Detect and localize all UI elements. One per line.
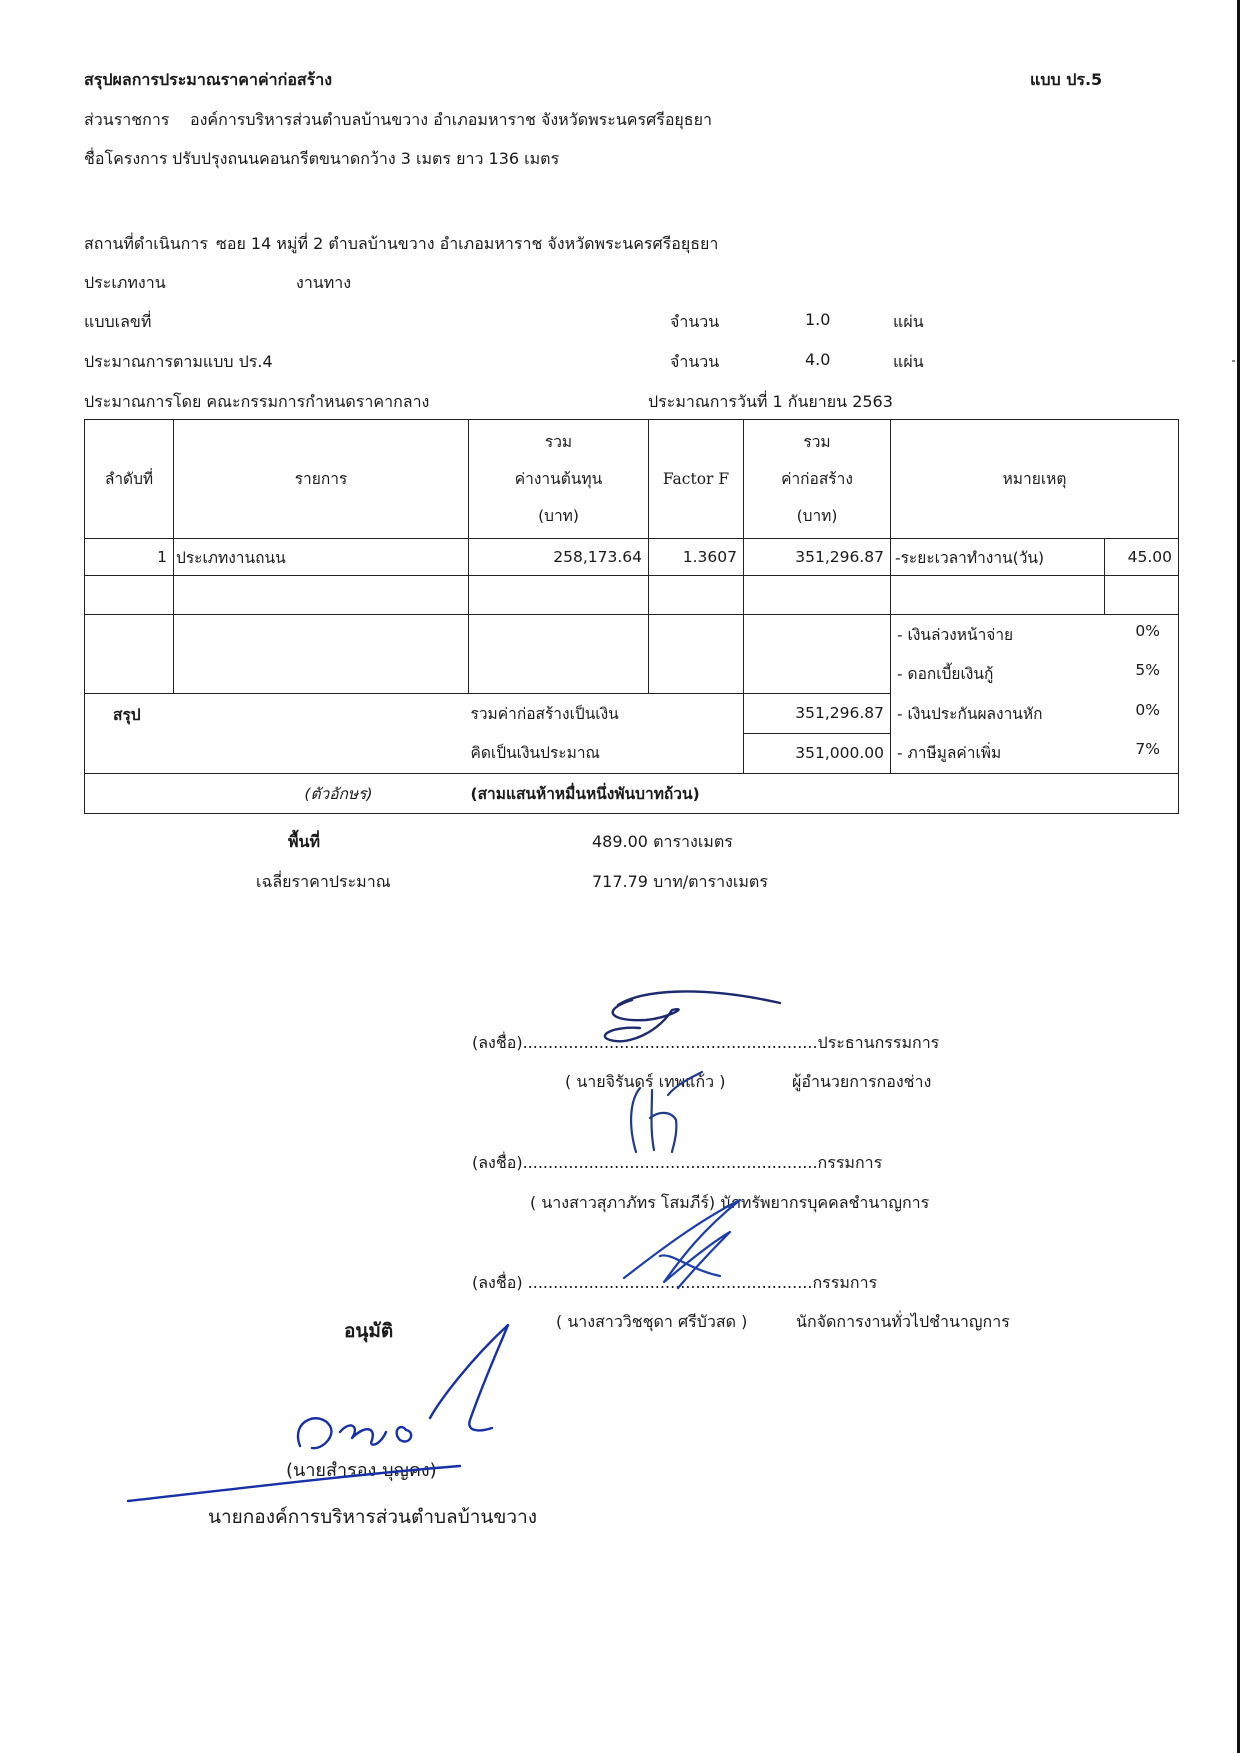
table-row [85, 539, 1179, 576]
remark-advance-label: - เงินล่วงหน้าจ่าย [897, 626, 1014, 644]
approve-label: อนุมัติ [344, 1320, 394, 1342]
words-row [85, 773, 1179, 813]
row-build: 351,296.87 [744, 539, 891, 576]
estimator-line: ประมาณการโดย คณะกรรมการกำหนดราคากลาง [84, 392, 430, 411]
worktype-value: งานทาง [296, 273, 352, 292]
drawing-qty: 1.0 [805, 310, 831, 329]
header-cost-line3: (บาท) [538, 506, 579, 525]
row-remark: -ระยะเวลาทำงาน(วัน) [891, 539, 1105, 576]
remark-advance-value: 0% [1135, 622, 1160, 640]
cost-summary-table [84, 419, 1179, 814]
total-value: 351,296.87 [744, 693, 891, 733]
approver-name: (นายสำรอง บุญคง) [286, 1460, 437, 1481]
document-title: สรุปผลการประมาณราคาค่าก่อสร้าง [84, 70, 333, 89]
header-seq: ลำดับที่ [85, 420, 174, 539]
remark-retention-label: - เงินประกันผลงานหัก [897, 704, 1043, 723]
area-label: พื้นที่ [288, 832, 321, 851]
header-cost-line1: รวม [544, 432, 573, 451]
pr4-unit: แผ่น [893, 352, 924, 371]
row-item: ประเภทงานถนน [174, 539, 469, 576]
remark-vat-value: 7% [1135, 740, 1160, 759]
header-build-line3: (บาท) [796, 506, 838, 525]
sign2-name: ( นางสาวสุภาภัทร โสมภีร์) นักทรัพยากรบุคคลชำนาญการ [530, 1193, 930, 1212]
avg-value: 717.79 บาท/ตารางเมตร [592, 872, 768, 891]
location-value: ซอย 14 หมู่ที่ 2 ตำบลบ้านขวาง อำเภอมหาราช จังหวัดพระนครศรีอยุธยา [216, 234, 719, 253]
form-code: แบบ ปร.5 [1030, 70, 1103, 89]
header-item: รายการ [174, 420, 469, 539]
total-label: รวมค่าก่อสร้างเป็นเงิน [469, 693, 744, 733]
row-factor: 1.3607 [649, 539, 744, 576]
table-row-empty [85, 576, 1179, 615]
avg-label: เฉลี่ยราคาประมาณ [256, 872, 391, 891]
summary-total-row [85, 693, 1179, 733]
location-label: สถานที่ดำเนินการ [84, 234, 208, 253]
table-row-blank [85, 615, 1179, 655]
remark-retention [891, 693, 1179, 733]
row-seq: 1 [85, 539, 174, 576]
drawing-label: แบบเลขที่ [84, 312, 152, 331]
area-value: 489.00 ตารางเมตร [592, 832, 733, 851]
sign3-name: ( นางสาววิชชุดา ศรีบัวสด ) [556, 1312, 748, 1331]
agency-value: องค์การบริหารส่วนตำบลบ้านขวาง อำเภอมหาราช จังหวัดพระนครศรีอยุธยา [190, 110, 712, 129]
sign2-line: (ลงชื่อ)..........................................................กรรมการ [472, 1153, 883, 1172]
words-value: (สามแสนห้าหมื่นหนึ่งพันบาทถ้วน) [469, 773, 1179, 813]
project-value: ปรับปรุงถนนคอนกรีตขนาดกว้าง 3 เมตร ยาว 136 เมตร [172, 149, 560, 168]
estimate-date: ประมาณการวันที่ 1 กันยายน 2563 [648, 392, 893, 411]
worktype-label: ประเภทงาน [84, 273, 166, 292]
remark-retention-value: 0% [1135, 700, 1160, 719]
header-build-line1: รวม [803, 432, 831, 451]
remark-interest-label: - ดอกเบี้ยเงินกู้ [897, 665, 994, 683]
drawing-qty-label: จำนวน [670, 312, 720, 331]
remark-interest-value: 5% [1135, 661, 1160, 679]
remark-interest [891, 654, 1179, 693]
header-cost [469, 420, 649, 539]
remark-vat [891, 733, 1179, 773]
header-factor: Factor F [649, 420, 744, 539]
sign1-position: ผู้อำนวยการกองช่าง [792, 1072, 932, 1091]
approx-label: คิดเป็นเงินประมาณ [469, 733, 744, 773]
header-build-line2: ค่าก่อสร้าง [781, 469, 853, 488]
sign3-position: นักจัดการงานทั่วไปชำนาญการ [796, 1312, 1010, 1331]
sign1-name: ( นายจิรันดร์ เทพแก้ว ) [565, 1072, 726, 1091]
scan-speck [1232, 360, 1235, 362]
row-cost: 258,173.64 [469, 539, 649, 576]
pr4-qty-label: จำนวน [670, 352, 720, 371]
words-label: (ตัวอักษร) [85, 773, 469, 813]
approver-position: นายกองค์การบริหารส่วนตำบลบ้านขวาง [208, 1506, 538, 1528]
remark-advance [891, 615, 1179, 655]
header-build [744, 420, 891, 539]
row-remark-value: 45.00 [1105, 539, 1179, 576]
drawing-unit: แผ่น [893, 312, 924, 331]
pr4-label: ประมาณการตามแบบ ปร.4 [84, 352, 273, 371]
sign3-line: (ลงชื่อ) ........................................................กรรมการ [472, 1273, 878, 1292]
table-header-row [85, 420, 1179, 539]
header-remark: หมายเหตุ [891, 420, 1179, 539]
summary-label: สรุป [85, 693, 469, 773]
pr4-qty: 4.0 [805, 350, 831, 369]
header-cost-line2: ค่างานต้นทุน [514, 469, 603, 488]
remark-vat-label: - ภาษีมูลค่าเพิ่ม [897, 744, 1002, 763]
approx-value: 351,000.00 [744, 733, 891, 773]
project-label: ชื่อโครงการ [84, 149, 168, 168]
agency-label: ส่วนราชการ [84, 110, 170, 129]
sign1-line: (ลงชื่อ)..........................................................ประธานกรรมการ [472, 1033, 940, 1052]
